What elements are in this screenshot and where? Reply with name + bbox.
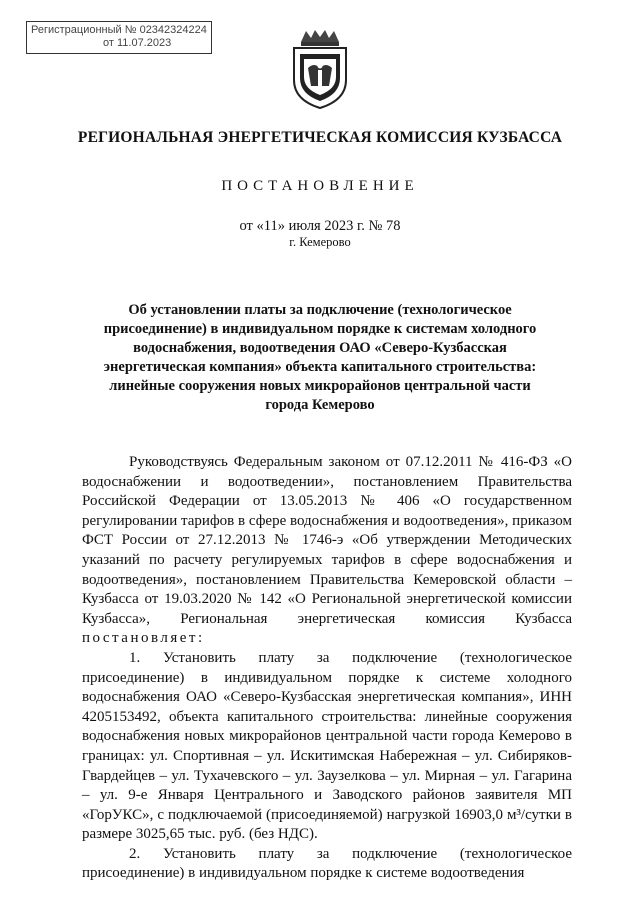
kuzbass-coat-of-arms-icon	[289, 28, 351, 110]
document-city: г. Кемерово	[289, 235, 351, 249]
registration-stamp	[26, 21, 212, 54]
document-date-number: от «11» июля 2023 г. № 78	[239, 218, 401, 234]
preamble-text: Руководствуясь Федеральным законом от 07.12.2011 № 416-ФЗ «О водоснабжении и водоотведении», постановлением Правительства Российской Федерации от 13.05.2013 № 406 «О государственном регулировании тарифов в сфере водоснабжения и водоотведения», приказом ФСТ России от 27.12.2013 № 1746-э «Об утверждении Методических указаний по расчету регулируемых тарифов в сфере водоснабжения и водоотведения», постановлением Правительства Кемеровской области – Кузбасса от 19.03.2020 № 142 «О Региональной энергетической комиссии Кузбасса», Региональная энергетическая комиссия Кузбасса	[82, 454, 572, 627]
preamble-paragraph	[82, 453, 572, 649]
clause-2: 2. Установить плату за подключение (технологическое присоединение) в индивидуальном порядке к системе водоотведения	[82, 845, 572, 882]
document-title: Об установлении платы за подключение (технологическое присоединение) в индивидуальном порядке к системам холодного водоснабжения, водоотведения ОАО «Северо-Кузбасская энергетическая компания» объекта капитального строительства: линейные сооружения новых микрорайонов центральной части города Кемерово	[103, 302, 537, 413]
decree-word: постановляет:	[82, 630, 205, 647]
registration-date: от 11.07.2023	[103, 37, 172, 49]
issuing-authority: РЕГИОНАЛЬНАЯ ЭНЕРГЕТИЧЕСКАЯ КОМИССИЯ КУЗБАССА	[77, 129, 563, 146]
clause-1: 1. Установить плату за подключение (технологическое присоединение) в индивидуальном порядке к системе холодного водоснабжения ОАО «Северо-Кузбасская энергетическая компания», ИНН 4205153492, объекта капитального строительства: линейные сооружения водоснабжения новых микрорайонов центральной части города Кемерово в границах: ул. Спортивная – ул. Искитимская Набережная – ул. Сибиряков-Гвардейцев – ул. Тухачевского – ул. Заузелкова – ул. Мирная – ул. Гагарина – ул. 9-е Января Центрального и Заводского районов заявителя МП «ГорУКС», с подключаемой (присоединяемой) нагрузкой 16903,0 м³/сутки в размере 3025,65 тыс. руб. (без НДС).	[82, 649, 572, 843]
document-type: ПОСТАНОВЛЕНИЕ	[221, 178, 419, 194]
registration-number: Регистрационный № 02342324224	[31, 24, 207, 36]
document-body	[82, 453, 572, 884]
